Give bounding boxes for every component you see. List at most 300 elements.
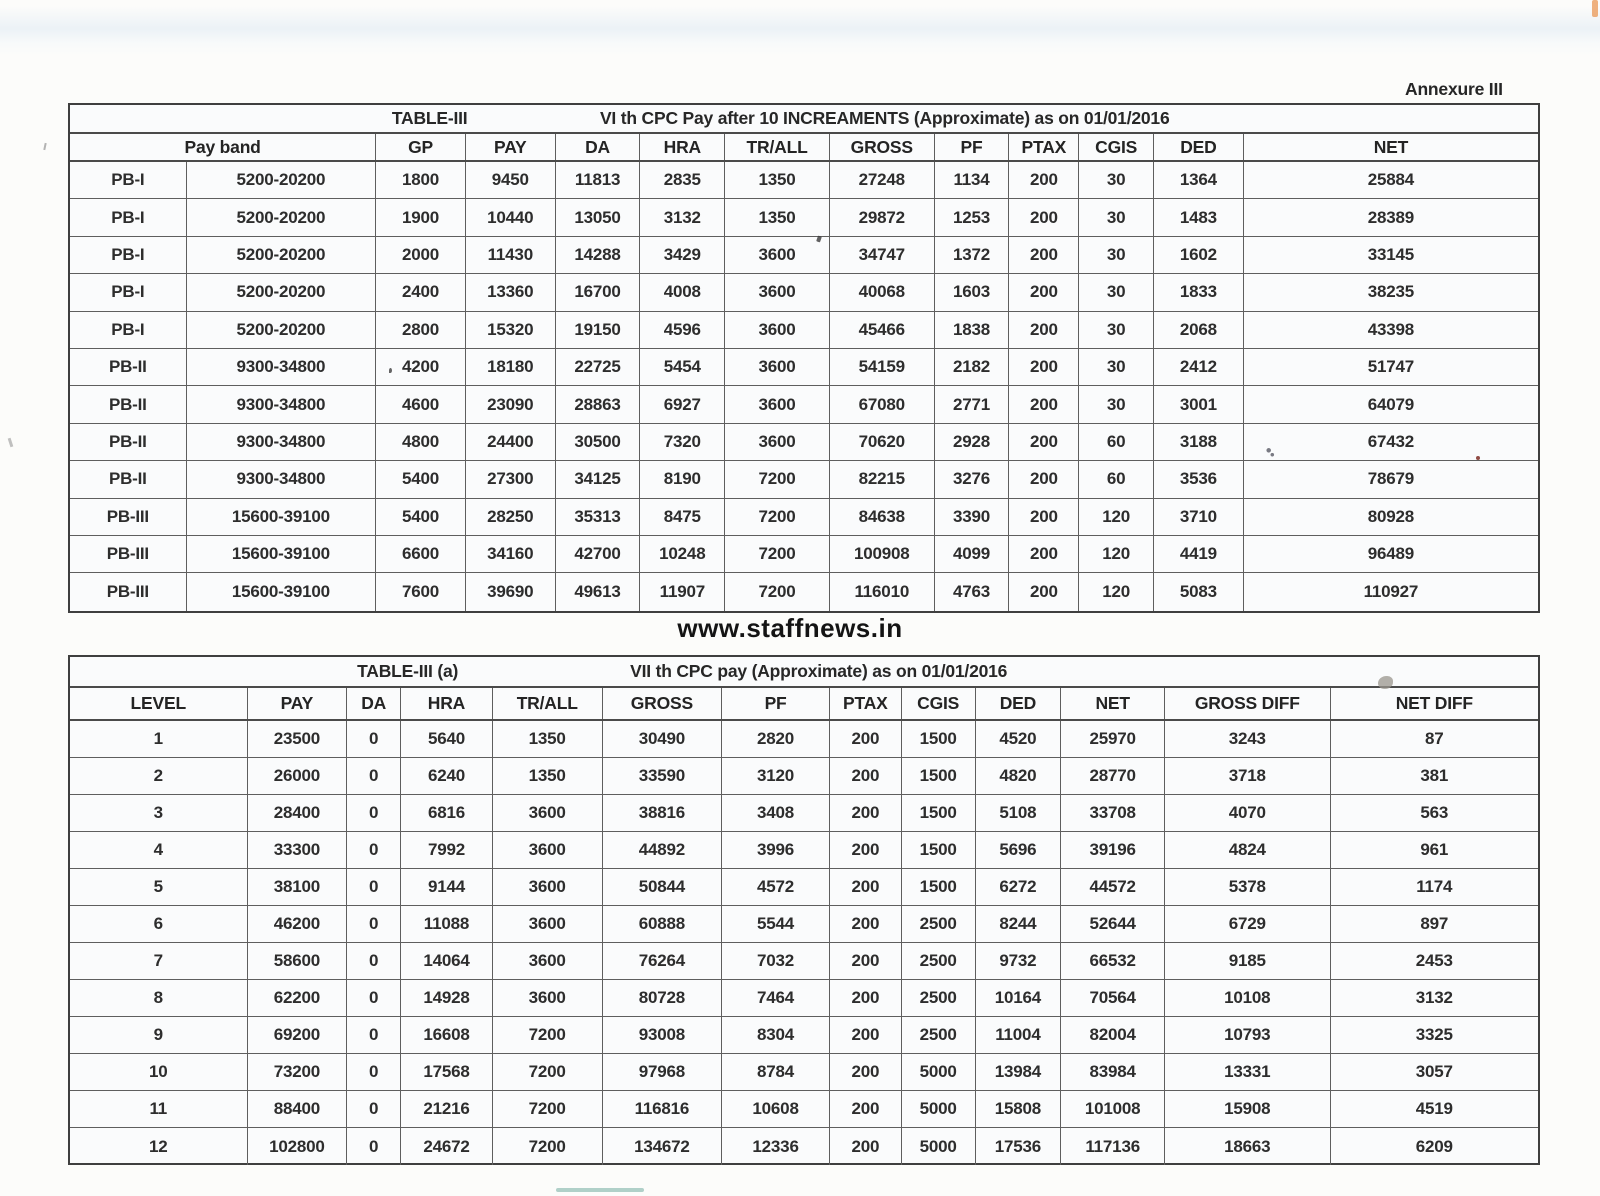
cell: 2400 <box>376 274 466 310</box>
table-row <box>70 386 1538 423</box>
cell: PB-I <box>70 199 187 235</box>
cell: 7200 <box>725 573 830 610</box>
cell: 13050 <box>556 199 641 235</box>
table-row <box>70 943 1538 980</box>
cell: 5200-20200 <box>187 274 376 310</box>
cell: 4820 <box>976 758 1062 794</box>
cell: 3057 <box>1415 1062 1453 1081</box>
cell: 21216 <box>401 1091 493 1127</box>
table-row <box>70 758 1538 795</box>
cell: 7200 <box>725 536 830 572</box>
cell: 120 <box>1079 536 1154 572</box>
cell: 6272 <box>976 869 1062 905</box>
cell: 42700 <box>556 536 641 572</box>
cell: 11430 <box>466 237 556 273</box>
cell: 3600 <box>493 943 603 979</box>
column-header: DED <box>1154 134 1244 160</box>
cell: 11813 <box>556 162 641 198</box>
cell: 4600 <box>376 386 466 422</box>
cell: 200 <box>1009 536 1079 572</box>
cell: 64079 <box>1367 394 1415 414</box>
cell: 2 <box>70 758 248 794</box>
table1-caption: VI th CPC Pay after 10 INCREAMENTS (Approximate) as on 01/01/2016 <box>599 108 1170 128</box>
cell: 200 <box>830 980 902 1016</box>
table-row <box>70 499 1538 536</box>
cell: 16700 <box>556 274 641 310</box>
cell: 66532 <box>1061 943 1165 979</box>
cell: 83984 <box>1061 1054 1165 1090</box>
cell: 28389 <box>1367 207 1415 227</box>
cell: 15600-39100 <box>187 573 376 610</box>
cell: 4596 <box>640 312 725 348</box>
cell: 200 <box>830 795 902 831</box>
table2-header-row <box>70 688 1538 721</box>
cell: 62200 <box>248 980 348 1016</box>
table1-title-row <box>70 105 1538 134</box>
column-header: PTAX <box>1009 134 1079 160</box>
cell: 51747 <box>1367 357 1415 377</box>
cell: 1350 <box>725 162 830 198</box>
cell: 1900 <box>376 199 466 235</box>
cell: 52644 <box>1061 906 1165 942</box>
cell: 40068 <box>830 274 935 310</box>
cell: 13984 <box>976 1054 1062 1090</box>
cell: 10793 <box>1165 1017 1331 1053</box>
cell: 7200 <box>725 499 830 535</box>
cell: 25884 <box>1367 170 1415 190</box>
cell: 3600 <box>725 424 830 460</box>
cell: 29872 <box>830 199 935 235</box>
cell: 3276 <box>935 461 1010 497</box>
cell: 0 <box>347 906 401 942</box>
cell: PB-I <box>70 274 187 310</box>
cell: 1134 <box>935 162 1010 198</box>
table-row <box>70 274 1538 311</box>
cell: 16608 <box>401 1017 493 1053</box>
table-row <box>70 980 1538 1017</box>
column-header: DED <box>976 688 1062 719</box>
table-row <box>70 461 1538 498</box>
cell: 96489 <box>1367 544 1415 564</box>
cell: 14928 <box>401 980 493 1016</box>
cell: 60 <box>1079 424 1154 460</box>
cell: 5200-20200 <box>187 162 376 198</box>
cell: 8 <box>70 980 248 1016</box>
cell: 1500 <box>902 795 976 831</box>
cell: 49613 <box>556 573 641 610</box>
cell: 1483 <box>1154 199 1244 235</box>
table1-header-row <box>70 134 1538 162</box>
cell: 200 <box>830 1054 902 1090</box>
table-row <box>70 237 1538 274</box>
cell: 15908 <box>1165 1091 1331 1127</box>
cell: 17536 <box>976 1128 1062 1165</box>
cell: 10164 <box>976 980 1062 1016</box>
cell: 30 <box>1079 199 1154 235</box>
cell: 3429 <box>640 237 725 273</box>
cell: 30 <box>1079 312 1154 348</box>
table-row <box>70 1017 1538 1054</box>
cell: 33590 <box>603 758 723 794</box>
cell: 4200 <box>376 349 466 385</box>
cell: 1 <box>70 721 248 757</box>
cell: 4008 <box>640 274 725 310</box>
cell: 3 <box>70 795 248 831</box>
cell: 6816 <box>401 795 493 831</box>
cell: 2500 <box>902 1017 976 1053</box>
cell: 0 <box>347 980 401 1016</box>
cell: 100908 <box>830 536 935 572</box>
cell: PB-I <box>70 237 187 273</box>
cell: 5 <box>70 869 248 905</box>
cell: 200 <box>830 869 902 905</box>
cell: 3325 <box>1415 1025 1453 1044</box>
cell: 44572 <box>1061 869 1165 905</box>
cell: 13331 <box>1165 1054 1331 1090</box>
cell: 24400 <box>466 424 556 460</box>
cell: 200 <box>1009 349 1079 385</box>
table2-body <box>70 721 1538 1165</box>
cell: 7200 <box>493 1054 603 1090</box>
cell: 8244 <box>976 906 1062 942</box>
cell: 12336 <box>722 1128 830 1165</box>
cell: 33145 <box>1367 244 1415 264</box>
cell: 2068 <box>1154 312 1244 348</box>
cell: 7200 <box>725 461 830 497</box>
cell: PB-I <box>70 162 187 198</box>
cell: 9 <box>70 1017 248 1053</box>
cell: 73200 <box>248 1054 348 1090</box>
cell: 38100 <box>248 869 348 905</box>
cell: 116816 <box>603 1091 723 1127</box>
cell: 5200-20200 <box>187 199 376 235</box>
cell: 200 <box>830 832 902 868</box>
table1-body <box>70 162 1538 611</box>
cell: 2500 <box>902 980 976 1016</box>
cell: 5696 <box>976 832 1062 868</box>
cell: 30500 <box>556 424 641 460</box>
cell: 38816 <box>603 795 723 831</box>
cell: 3600 <box>725 274 830 310</box>
cell: 1350 <box>725 199 830 235</box>
cell: 3243 <box>1165 721 1331 757</box>
cell: 7200 <box>493 1017 603 1053</box>
cell: 3600 <box>493 832 603 868</box>
table-row <box>70 199 1538 236</box>
cell: 3600 <box>493 980 603 1016</box>
cell: 34125 <box>556 461 641 497</box>
column-header: PTAX <box>830 688 902 719</box>
column-header: HRA <box>640 134 725 160</box>
cell: 1800 <box>376 162 466 198</box>
cell: 5640 <box>401 721 493 757</box>
cell: 11 <box>70 1091 248 1127</box>
cell: 6 <box>70 906 248 942</box>
cell: 46200 <box>248 906 348 942</box>
cell: 200 <box>830 906 902 942</box>
cell: 9300-34800 <box>187 424 376 460</box>
cell: 15600-39100 <box>187 536 376 572</box>
cell: 5200-20200 <box>187 237 376 273</box>
cell: 4519 <box>1415 1099 1453 1118</box>
cell: 70564 <box>1061 980 1165 1016</box>
cell: 2500 <box>902 906 976 942</box>
cell: 200 <box>1009 312 1079 348</box>
cell: 25970 <box>1061 721 1165 757</box>
cell: 4824 <box>1165 832 1331 868</box>
cell: 0 <box>347 1091 401 1127</box>
cell: 1603 <box>935 274 1010 310</box>
cell: 10108 <box>1165 980 1331 1016</box>
cell: 7600 <box>376 573 466 610</box>
cell: 30 <box>1079 386 1154 422</box>
scan-artifact-orange-corner <box>1592 0 1598 17</box>
table-row <box>70 795 1538 832</box>
cell: 88400 <box>248 1091 348 1127</box>
cell: 34160 <box>466 536 556 572</box>
cell: 9144 <box>401 869 493 905</box>
cell: 15600-39100 <box>187 499 376 535</box>
cell: 3600 <box>725 386 830 422</box>
table-row <box>70 1091 1538 1128</box>
cell: 200 <box>1009 573 1079 610</box>
cell: 67432 <box>1367 431 1415 451</box>
cell: 3536 <box>1154 461 1244 497</box>
cell: 23500 <box>248 721 348 757</box>
scan-artifact-margin-mark <box>8 438 14 447</box>
cell: 80928 <box>1367 506 1415 526</box>
cell: 3600 <box>725 349 830 385</box>
cell: 8190 <box>640 461 725 497</box>
cell: 200 <box>1009 461 1079 497</box>
cell: PB-II <box>70 424 187 460</box>
cell: 38235 <box>1367 282 1415 302</box>
cell: 3600 <box>725 312 830 348</box>
cell: 18663 <box>1165 1128 1331 1165</box>
cell: 3718 <box>1165 758 1331 794</box>
table-vi-cpc-pay <box>68 103 1540 613</box>
cell: 2928 <box>935 424 1010 460</box>
cell: 1350 <box>493 721 603 757</box>
cell: 3996 <box>722 832 830 868</box>
cell: 17568 <box>401 1054 493 1090</box>
cell: 2820 <box>722 721 830 757</box>
cell: PB-III <box>70 573 187 610</box>
table-row <box>70 869 1538 906</box>
cell: 26000 <box>248 758 348 794</box>
cell: 961 <box>1420 840 1449 859</box>
cell: 3600 <box>493 795 603 831</box>
cell: 2800 <box>376 312 466 348</box>
cell: PB-II <box>70 349 187 385</box>
cell: 1372 <box>935 237 1010 273</box>
cell: 15808 <box>976 1091 1062 1127</box>
cell: 87 <box>1425 729 1444 748</box>
cell: 5400 <box>376 461 466 497</box>
cell: 9300-34800 <box>187 349 376 385</box>
cell: 3390 <box>935 499 1010 535</box>
cell: 1833 <box>1154 274 1244 310</box>
column-header: DA <box>556 134 641 160</box>
cell: 3710 <box>1154 499 1244 535</box>
cell: 10608 <box>722 1091 830 1127</box>
table1-name: TABLE-III <box>391 108 468 128</box>
cell: PB-II <box>70 461 187 497</box>
cell: 897 <box>1420 914 1449 933</box>
cell: 200 <box>830 1128 902 1165</box>
cell: 22725 <box>556 349 641 385</box>
table-row <box>70 1128 1538 1165</box>
cell: 1500 <box>902 758 976 794</box>
column-header: GROSS <box>830 134 935 160</box>
table2-title-row <box>70 657 1538 688</box>
cell: 4070 <box>1165 795 1331 831</box>
cell: 3600 <box>493 869 603 905</box>
column-header: HRA <box>401 688 493 719</box>
cell: 58600 <box>248 943 348 979</box>
cell: 2412 <box>1154 349 1244 385</box>
cell: 15320 <box>466 312 556 348</box>
table2-name: TABLE-III (a) <box>357 661 459 681</box>
cell: 4520 <box>976 721 1062 757</box>
cell: 5200-20200 <box>187 312 376 348</box>
cell: 76264 <box>603 943 723 979</box>
cell: 134672 <box>603 1128 723 1165</box>
table-row <box>70 721 1538 758</box>
cell: 3132 <box>1415 988 1453 1007</box>
cell: 23090 <box>466 386 556 422</box>
cell: 117136 <box>1061 1128 1165 1165</box>
cell: 80728 <box>603 980 723 1016</box>
cell: 200 <box>1009 499 1079 535</box>
column-header: NET DIFF <box>1395 693 1473 713</box>
cell: 2453 <box>1415 951 1453 970</box>
cell: 4763 <box>935 573 1010 610</box>
cell: 200 <box>1009 162 1079 198</box>
table-row <box>70 162 1538 199</box>
table-row <box>70 424 1538 461</box>
cell: 2182 <box>935 349 1010 385</box>
cell: 24672 <box>401 1128 493 1165</box>
cell: 120 <box>1079 499 1154 535</box>
cell: 6240 <box>401 758 493 794</box>
cell: 1174 <box>1416 877 1453 896</box>
cell: 10440 <box>466 199 556 235</box>
cell: 8475 <box>640 499 725 535</box>
cell: 1253 <box>935 199 1010 235</box>
cell: 30490 <box>603 721 723 757</box>
cell: 7464 <box>722 980 830 1016</box>
cell: 0 <box>347 869 401 905</box>
cell: 27300 <box>466 461 556 497</box>
scan-artifact-top-band <box>0 6 1600 56</box>
cell: 60 <box>1079 461 1154 497</box>
cell: 7032 <box>722 943 830 979</box>
cell: 5000 <box>902 1128 976 1165</box>
cell: 4 <box>70 832 248 868</box>
cell: 5000 <box>902 1091 976 1127</box>
cell: 97968 <box>603 1054 723 1090</box>
cell: 102800 <box>248 1128 348 1165</box>
column-header: TR/ALL <box>493 688 603 719</box>
cell: 10 <box>70 1054 248 1090</box>
cell: 200 <box>830 721 902 757</box>
cell: 7 <box>70 943 248 979</box>
cell: 67080 <box>830 386 935 422</box>
cell: 5083 <box>1154 573 1244 610</box>
cell: 78679 <box>1367 469 1415 489</box>
column-header: DA <box>347 688 401 719</box>
table-row <box>70 573 1538 610</box>
cell: 1364 <box>1154 162 1244 198</box>
column-header: GROSS DIFF <box>1165 688 1331 719</box>
cell: 33708 <box>1061 795 1165 831</box>
cell: 11088 <box>401 906 493 942</box>
cell: 82215 <box>830 461 935 497</box>
column-header: TR/ALL <box>725 134 830 160</box>
cell: 54159 <box>830 349 935 385</box>
cell: 4800 <box>376 424 466 460</box>
cell: 4419 <box>1154 536 1244 572</box>
cell: 9300-34800 <box>187 461 376 497</box>
cell: 9450 <box>466 162 556 198</box>
cell: 563 <box>1420 803 1449 822</box>
column-header: CGIS <box>1079 134 1154 160</box>
cell: 110927 <box>1363 581 1419 601</box>
cell: 200 <box>1009 424 1079 460</box>
cell: 3001 <box>1154 386 1244 422</box>
cell: 7200 <box>493 1091 603 1127</box>
cell: 0 <box>347 1128 401 1165</box>
column-header: PAY <box>248 688 348 719</box>
table-row <box>70 349 1538 386</box>
cell: 1500 <box>902 832 976 868</box>
cell: 0 <box>347 721 401 757</box>
cell: 30 <box>1079 274 1154 310</box>
cell: 200 <box>830 758 902 794</box>
cell: 2771 <box>935 386 1010 422</box>
cell: 13360 <box>466 274 556 310</box>
column-header: NET <box>1061 688 1165 719</box>
cell: 1838 <box>935 312 1010 348</box>
cell: 39690 <box>466 573 556 610</box>
cell: 7992 <box>401 832 493 868</box>
cell: 11907 <box>640 573 725 610</box>
cell: 4572 <box>722 869 830 905</box>
cell: PB-I <box>70 312 187 348</box>
cell: 3132 <box>640 199 725 235</box>
cell: 101008 <box>1061 1091 1165 1127</box>
column-header: LEVEL <box>70 688 248 719</box>
cell: 11004 <box>976 1017 1062 1053</box>
cell: 44892 <box>603 832 723 868</box>
cell: 200 <box>830 943 902 979</box>
cell: 45466 <box>830 312 935 348</box>
cell: 0 <box>347 1054 401 1090</box>
cell: 7320 <box>640 424 725 460</box>
cell: 8784 <box>722 1054 830 1090</box>
column-header: Pay band <box>70 134 376 160</box>
cell: 5378 <box>1165 869 1331 905</box>
cell: 120 <box>1079 573 1154 610</box>
cell: 35313 <box>556 499 641 535</box>
cell: 69200 <box>248 1017 348 1053</box>
cell: 0 <box>347 943 401 979</box>
cell: 30 <box>1079 349 1154 385</box>
cell: 9300-34800 <box>187 386 376 422</box>
cell: 10248 <box>640 536 725 572</box>
cell: 39196 <box>1061 832 1165 868</box>
